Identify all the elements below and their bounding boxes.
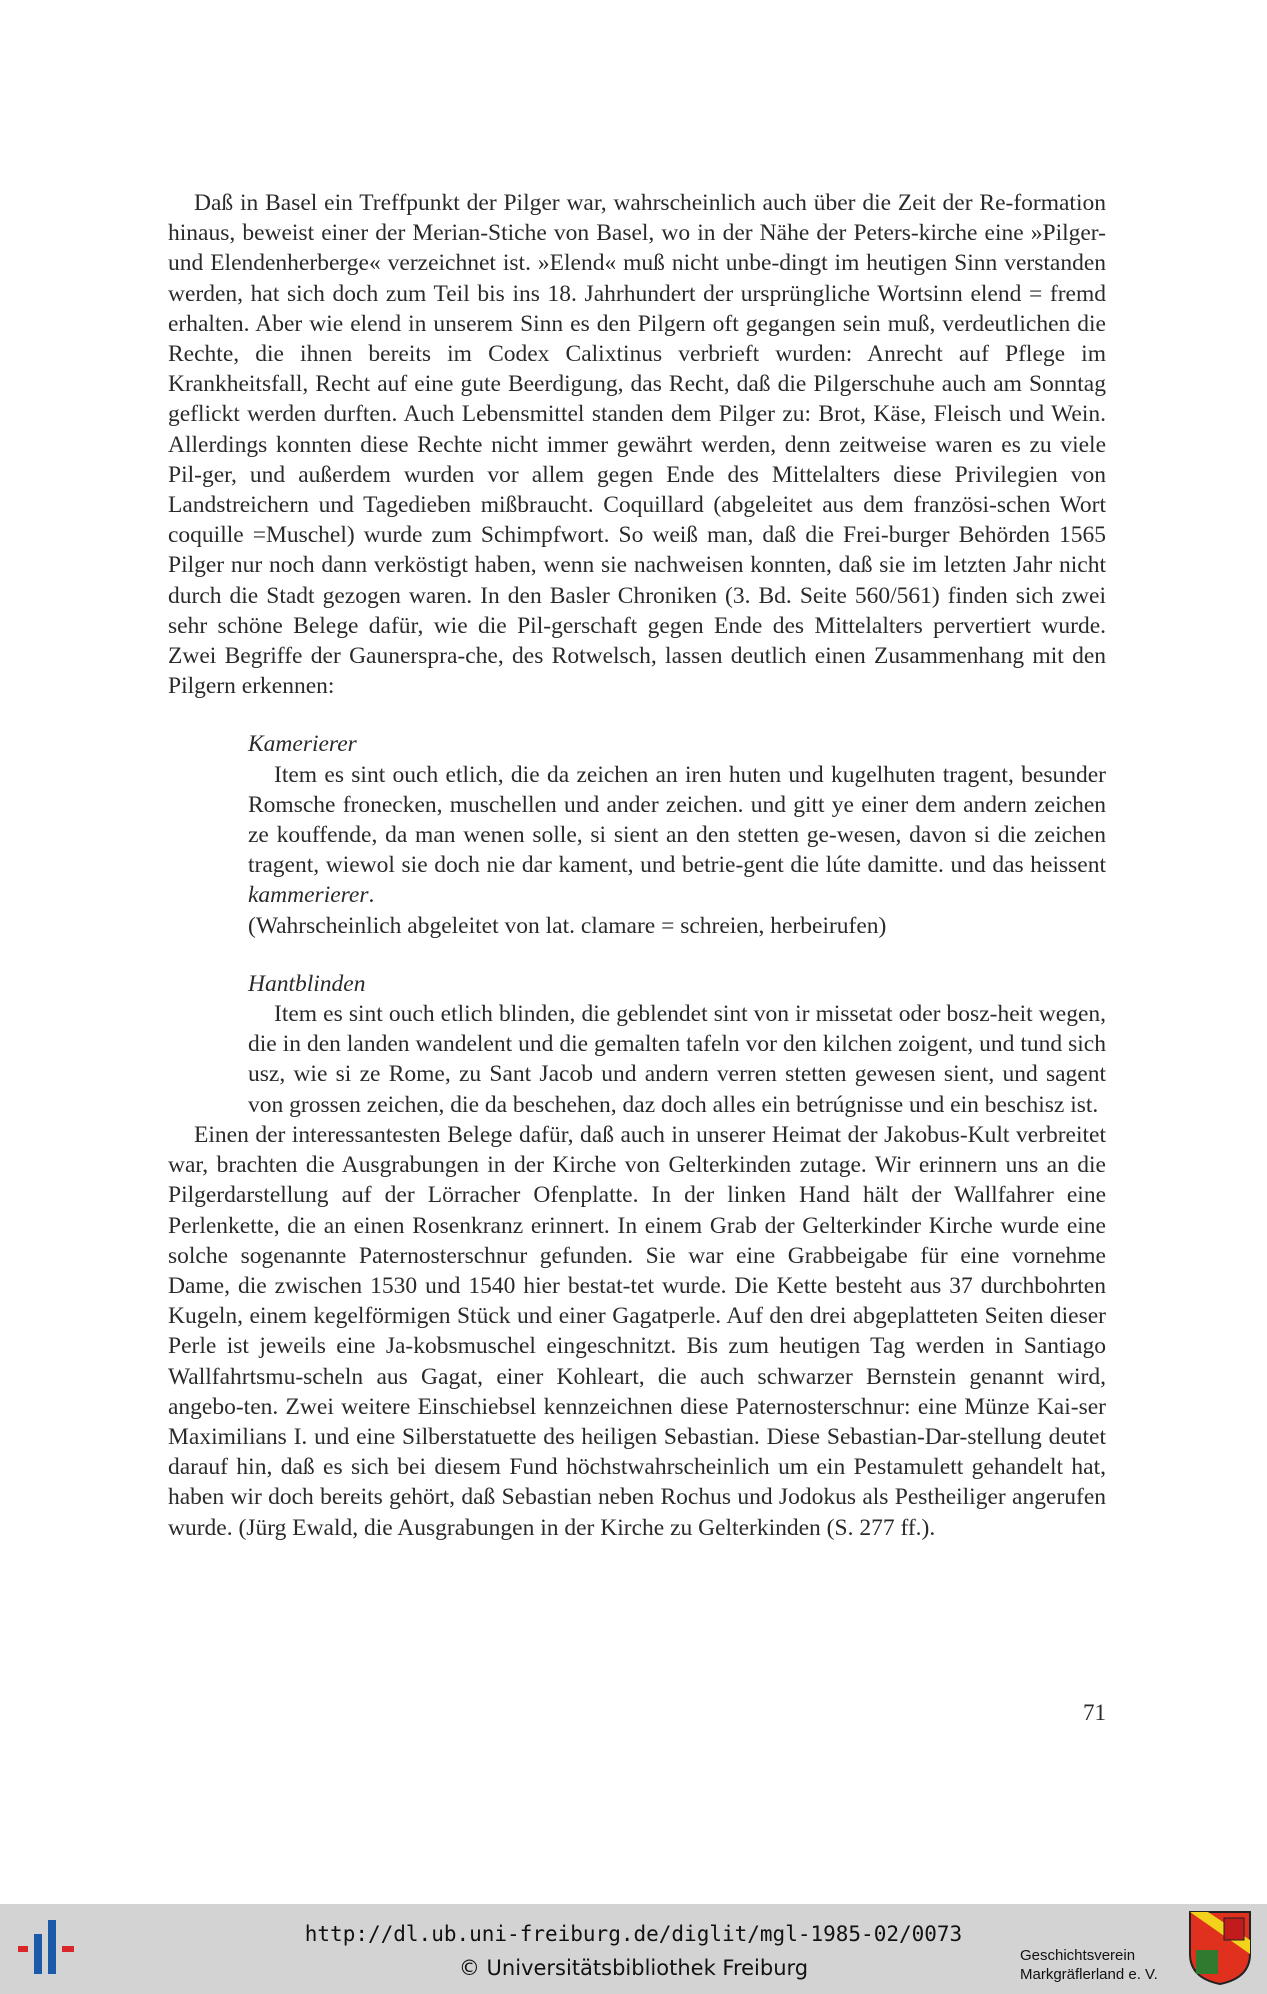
org-name [1020,1946,1190,1984]
article-body [168,188,1106,1543]
quote-term-kammerierer: kammerierer [248,882,369,909]
org-name-line2: Markgräflerland e. V. [1020,1966,1158,1983]
footer-url-link[interactable]: http://dl.ub.uni-freiburg.de/diglit/mgl-1985-02/0073 [304,1922,963,1946]
quote-title-hantblinden: Hantblinden [248,970,366,997]
paragraph-1: Daß in Basel ein Treffpunkt der Pilger war, wahrscheinlich auch über die Zeit der Re-formation hinaus, beweist einer der Merian-Stiche von Basel, wo in der Nähe der Peters-kirche eine »Pilger- und Elendenherberge« verzeichnet ist. »Elend« muß nicht unbe-dingt im heutigen Sinn verstanden werden, hat sich doch zum Teil bis ins 18. Jahrhundert der ursprüngliche Wortsinn elend = fremd erhalten. Aber wie elend in unserem Sinn es den Pilgern oft gegangen sein muß, verdeutlichen die Rechte, die ihnen bereits im Codex Calixtinus verbrieft wurden: Anrecht auf Pflege im Krankheitsfall, Recht auf eine gute Beerdigung, das Recht, daß die Pilgerschuhe auch am Sonntag geflickt werden durften. Auch Lebensmittel standen dem Pilger zu: Brot, Käse, Fleisch und Wein. Allerdings konnten diese Rechte nicht immer gewährt werden, denn zeitweise waren es zu viele Pil-ger, und außerdem wurden vor allem gegen Ende des Mittelalters diese Privilegien von Landstreichern und Tagedieben mißbraucht. Coquillard (abgeleitet aus dem französi-schen Wort coquille =Muschel) wurde zum Schimpfwort. So weiß man, daß die Frei-burger Behörden 1565 Pilger nur noch dann verköstigt haben, wenn sie nachweisen konnten, daß sie im letzten Jahr nicht durch die Stadt gezogen waren. In den Basler Chroniken (3. Bd. Seite 560/561) finden sich zwei sehr schöne Belege dafür, wie die Pil-gerschaft gegen Ende des Mittelalters pervertiert wurde. Zwei Begriffe der Gaunerspra-che, des Rotwelsch, lassen deutlich einen Zusammenhang mit den Pilgern erkennen: [168,190,1106,700]
quote-text-kamerierer: Item es sint ouch etlich, die da zeichen an iren huten und kugelhuten tragent, besunder Romsche fronecken, muschellen und ander zeichen. und gitt ye einer dem andern zeichen ze kouffende, da man wenen solle, si sient an den stetten ge-wesen, davon si die zeichen tragent, wiewol sie doch nie dar kament, und betrie-gent die lúte damitte. und das heissent kammerierer. [248,761,1106,909]
footer-copyright: © Universitätsbibliothek Freiburg [458,1956,809,1980]
page-number: 71 [1083,1700,1106,1725]
quote-kamerierer [248,729,1106,940]
coat-of-arms-icon [1188,1910,1252,1986]
quote-hantblinden [248,969,1106,1120]
quote-text-hantblinden: Item es sint ouch etlich blinden, die geblendet sint von ir missetat oder bosz-heit wegen, die in den landen wandelent und die gemalten tafeln vor den kilchen zoigent, und tund sich usz, wie si ze Rome, zu Sant Jacob und andern verren stetten gewesen sient, und sagent von grossen zeichen, die da beschehen, daz doch alles ein betrúgnisse und ein beschisz ist. [248,1001,1106,1118]
org-name-line1: Geschichtsverein [1020,1947,1136,1964]
paragraph-2: Einen der interessantesten Belege dafür, daß auch in unserer Heimat der Jakobus-Kult verbreitet war, brachten die Ausgrabungen in der Kirche von Gelterkinden zutage. Wir erinnern uns an die Pilgerdarstellung auf der Lörracher Ofenplatte. In der linken Hand hält der Wallfahrer eine Perlenkette, die an einen Rosenkranz erinnert. In einem Grab der Gelterkinder Kirche wurde eine solche sogenannte Paternosterschnur gefunden. Sie war eine Grabbeigabe für eine vornehme Dame, die zwischen 1530 und 1540 hier bestat-tet wurde. Die Kette besteht aus 37 durchbohrten Kugeln, einem kegelförmigen Stück und einer Gagatperle. Auf den drei abgeplatteten Seiten dieser Perle ist jeweils eine Ja-kobsmuschel eingeschnitzt. Bis zum heutigen Tag werden in Santiago Wallfahrtsmu-scheln aus Gagat, einer Kohleart, die auch schwarzer Bernstein genannt wird, angebo-ten. Zwei weitere Einschiebsel kennzeichnen diese Paternosterschnur: eine Münze Kai-ser Maximilians I. und eine Silberstatuette des heiligen Sebastian. Diese Sebastian-Dar-stellung deutet darauf hin, daß es sich bei diesem Fund höchstwahrscheinlich um ein Pestamulett gehandelt hat, haben wir doch bereits gehört, daß Sebastian neben Rochus und Jodokus als Pestheiliger angerufen wurde. (Jürg Ewald, die Ausgrabungen in der Kirche zu Gelterkinden (S. 277 ff.). [168,1121,1106,1541]
quote-note-kamerierer: (Wahrscheinlich abgeleitet von lat. clamare = schreien, herbeirufen) [248,912,887,939]
quote-title-kamerierer: Kamerierer [248,731,357,758]
quote-text-kamerierer-body: Item es sint ouch etlich, die da zeichen an iren huten und kugelhuten tragent, besunder Romsche fronecken, muschellen und ander zeichen. und gitt ye einer dem andern zeichen ze kouffende, da man wenen solle, si sient an den stetten ge-wesen, davon si die zeichen tragent, wiewol sie doch nie dar kament, und betrie-gent die lúte damitte. und das heissent [248,761,1106,879]
